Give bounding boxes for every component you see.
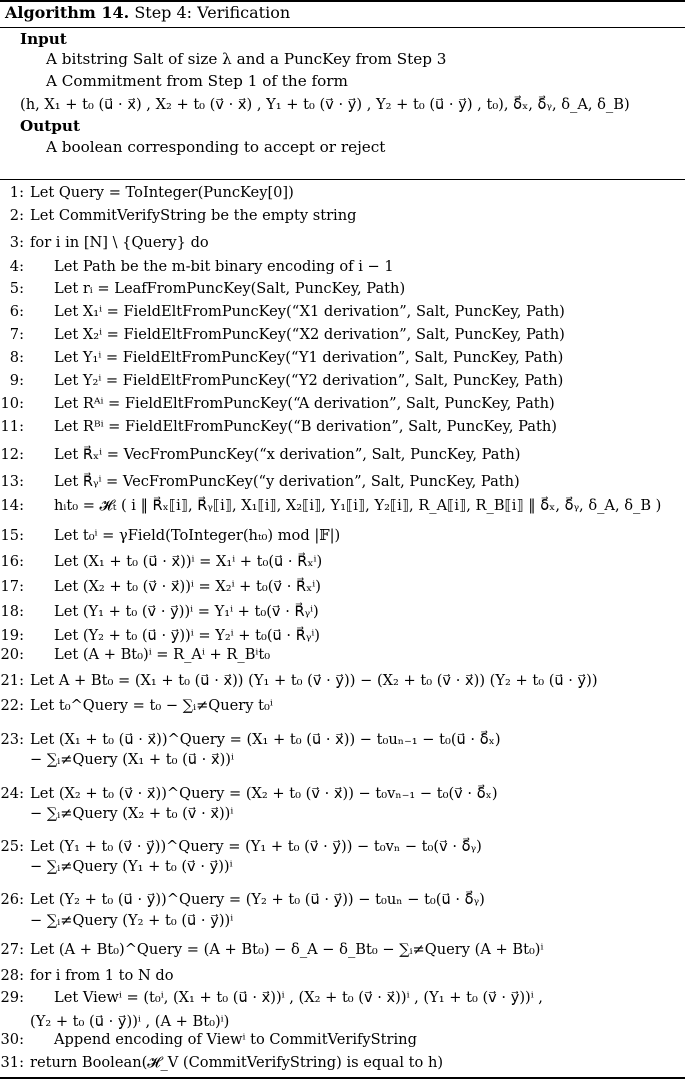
bottom-rule — [0, 1077, 685, 1079]
input-label: Input — [20, 30, 67, 48]
algorithm-step-5 — [0, 280, 405, 298]
algorithm-step-29b — [0, 1013, 229, 1031]
algorithm-step-29 — [0, 989, 543, 1007]
algorithm-step-22 — [0, 697, 273, 715]
step-number: 26: — [0, 891, 24, 908]
algorithm-step-24 — [0, 785, 498, 803]
step-text: Let (X₁ + t₀ (u⃗ · x⃗))^Query = (X₁ + t₀ (u⃗ · x⃗)) − t₀uₙ₋₁ − t₀(u⃗ · δ⃗ₓ) — [30, 731, 501, 748]
step-text: Let (Y₂ + t₀ (u⃗ · y⃗))ⁱ = Y₂ⁱ + t₀(u⃗ · R⃗ᵧⁱ) — [54, 627, 320, 644]
algorithm-step-17 — [0, 578, 321, 596]
step-text: Append encoding of Viewⁱ to CommitVerifyString — [54, 1031, 417, 1048]
algorithm-step-23 — [0, 731, 501, 749]
algorithm-step-1 — [0, 184, 294, 202]
algorithm-step-21 — [0, 672, 598, 690]
step-text: Let (A + Bt₀)^Query = (A + Bt₀) − δ_A − δ_Bt₀ − ∑ᵢ≠Query (A + Bt₀)ⁱ — [30, 941, 544, 958]
step-text: − ∑ᵢ≠Query (X₂ + t₀ (v⃗ · x⃗))ⁱ — [30, 805, 234, 822]
step-text: Let (X₁ + t₀ (u⃗ · x⃗))ⁱ = X₁ⁱ + t₀(u⃗ · R⃗ₓⁱ) — [54, 553, 323, 570]
step-number: 6: — [9, 303, 24, 320]
step-number: 8: — [9, 349, 24, 366]
algorithm-header — [5, 3, 290, 22]
algorithm-step-27 — [0, 941, 543, 959]
step-text: Let Y₁ⁱ = FieldEltFromPuncKey(“Y1 derivation”, Salt, PuncKey, Path) — [54, 349, 564, 366]
step-number: 2: — [9, 207, 24, 224]
algorithm-step-14 — [0, 497, 661, 515]
step-number: 14: — [0, 497, 24, 514]
step-text: Let (Y₂ + t₀ (u⃗ · y⃗))^Query = (Y₂ + t₀ (u⃗ · y⃗)) − t₀uₙ − t₀(u⃗ · δ⃗ᵧ) — [30, 891, 485, 908]
input-line-3: (h, X₁ + t₀ (u⃗ · x⃗) , X₂ + t₀ (v⃗ · x⃗) , Y₁ + t₀ (v⃗ · y⃗) , Y₂ + t₀ (u⃗ · y⃗) , t₀), δ⃗ₓ, δ⃗ᵧ, δ_A, δ_B) — [20, 96, 630, 113]
step-number: 21: — [0, 672, 24, 689]
step-text: − ∑ᵢ≠Query (X₁ + t₀ (u⃗ · x⃗))ⁱ — [30, 751, 234, 768]
step-number: 16: — [0, 553, 24, 570]
step-text: Let Viewⁱ = (t₀ⁱ, (X₁ + t₀ (u⃗ · x⃗))ⁱ , (X₂ + t₀ (v⃗ · x⃗))ⁱ , (Y₁ + t₀ (v⃗ · y⃗))ⁱ , — [54, 989, 543, 1006]
algorithm-step-25 — [0, 838, 482, 856]
step-number: 28: — [0, 967, 24, 984]
algorithm-step-23b — [0, 751, 234, 769]
step-number: 20: — [0, 646, 24, 663]
step-text: Let Path be the m-bit binary encoding of i − 1 — [54, 258, 394, 275]
step-number: 7: — [9, 326, 24, 343]
step-text: (Y₂ + t₀ (u⃗ · y⃗))ⁱ , (A + Bt₀)ⁱ) — [30, 1013, 230, 1030]
step-text: for i from 1 to N do — [30, 967, 174, 984]
output-label: Output — [20, 117, 80, 135]
header-rule — [0, 27, 685, 28]
step-text: Let (Y₁ + t₀ (v⃗ · y⃗))^Query = (Y₁ + t₀ (v⃗ · y⃗)) − t₀vₙ − t₀(v⃗ · δ⃗ᵧ) — [30, 838, 482, 855]
algorithm-step-9 — [0, 372, 563, 390]
step-number: 4: — [9, 258, 24, 275]
algorithm-step-10 — [0, 395, 555, 413]
step-number: 3: — [9, 234, 24, 251]
output-line: A boolean corresponding to accept or reject — [46, 138, 386, 156]
step-number: 13: — [0, 473, 24, 490]
step-text: Let A + Bt₀ = (X₁ + t₀ (u⃗ · x⃗)) (Y₁ + t₀ (v⃗ · y⃗)) − (X₂ + t₀ (v⃗ · x⃗)) (Y₂ + t₀ (u⃗ · y⃗)) — [30, 672, 598, 689]
step-text: Let X₁ⁱ = FieldEltFromPuncKey(“X1 derivation”, Salt, PuncKey, Path) — [54, 303, 565, 320]
step-text: − ∑ᵢ≠Query (Y₁ + t₀ (v⃗ · y⃗))ⁱ — [30, 858, 233, 875]
algorithm-step-26b — [0, 912, 233, 930]
algorithm-step-25b — [0, 858, 233, 876]
step-text: Let t₀^Query = t₀ − ∑ᵢ≠Query t₀ⁱ — [30, 697, 273, 714]
step-text: Let Y₂ⁱ = FieldEltFromPuncKey(“Y2 derivation”, Salt, PuncKey, Path) — [54, 372, 564, 389]
top-rule — [0, 0, 685, 2]
step-number: 23: — [0, 731, 24, 748]
step-number: 11: — [0, 418, 24, 435]
step-number: 17: — [0, 578, 24, 595]
step-text: Let R⃗ᵧⁱ = VecFromPuncKey(“y derivation”, Salt, PuncKey, Path) — [54, 473, 520, 490]
algorithm-step-16 — [0, 553, 322, 571]
step-number: 15: — [0, 527, 24, 544]
step-text: Let (X₂ + t₀ (v⃗ · x⃗))^Query = (X₂ + t₀ (v⃗ · x⃗)) − t₀vₙ₋₁ − t₀(v⃗ · δ⃗ₓ) — [30, 785, 498, 802]
step-number: 31: — [0, 1054, 24, 1071]
step-number: 29: — [0, 989, 24, 1006]
step-number: 5: — [9, 280, 24, 297]
step-number: 22: — [0, 697, 24, 714]
algorithm-step-11 — [0, 418, 557, 436]
step-text: hᵢt₀ = 𝓗ₜ ( i ‖ R⃗ₓ⟦i⟧, R⃗ᵧ⟦i⟧, X₁⟦i⟧, X₂⟦i⟧, Y₁⟦i⟧, Y₂⟦i⟧, R_A⟦i⟧, R_B⟦i⟧ ‖ δ⃗ₓ, δ⃗ᵧ, δ_A, δ_B ) — [54, 497, 662, 514]
step-text: Let rᵢ = LeafFromPuncKey(Salt, PuncKey, Path) — [54, 280, 406, 297]
step-text: Let Rᴮⁱ = FieldEltFromPuncKey(“B derivation”, Salt, PuncKey, Path) — [54, 418, 557, 435]
algorithm-step-31 — [0, 1054, 443, 1072]
step-text: for i in [N] \ {Query} do — [30, 234, 209, 251]
algorithm-step-4 — [0, 258, 394, 276]
step-number: 30: — [0, 1031, 24, 1048]
step-text: Let X₂ⁱ = FieldEltFromPuncKey(“X2 derivation”, Salt, PuncKey, Path) — [54, 326, 565, 343]
step-text: Let (Y₁ + t₀ (v⃗ · y⃗))ⁱ = Y₁ⁱ + t₀(v⃗ · R⃗ᵧⁱ) — [54, 603, 319, 620]
algorithm-step-6 — [0, 303, 565, 321]
step-number: 10: — [0, 395, 24, 412]
algorithm-step-3 — [0, 234, 209, 252]
algorithm-step-13 — [0, 473, 520, 491]
algorithm-step-8 — [0, 349, 563, 367]
step-text: − ∑ᵢ≠Query (Y₂ + t₀ (u⃗ · y⃗))ⁱ — [30, 912, 234, 929]
algorithm-step-26 — [0, 891, 485, 909]
step-number: 24: — [0, 785, 24, 802]
input-line-1: A bitstring Salt of size λ and a PuncKey from Step 3 — [46, 50, 447, 68]
algorithm-title: Step 4: Verification — [134, 3, 291, 22]
step-text: Let R⃗ₓⁱ = VecFromPuncKey(“x derivation”, Salt, PuncKey, Path) — [54, 446, 521, 463]
algorithm-step-28 — [0, 967, 174, 985]
step-number: 18: — [0, 603, 24, 620]
algorithm-step-24b — [0, 805, 233, 823]
step-text: Let (A + Bt₀)ⁱ = R_Aⁱ + R_Bⁱt₀ — [54, 646, 271, 663]
step-text: Let CommitVerifyString be the empty string — [30, 207, 357, 224]
step-number: 19: — [0, 627, 24, 644]
algorithm-step-7 — [0, 326, 565, 344]
algorithm-step-30 — [0, 1031, 417, 1049]
step-text: Let Query = ToInteger(PuncKey[0]) — [30, 184, 294, 201]
step-text: Let t₀ⁱ = γField(ToInteger(hₜ₀) mod |𝔽|) — [54, 527, 341, 544]
io-rule — [0, 179, 685, 180]
step-number: 25: — [0, 838, 24, 855]
step-number: 9: — [9, 372, 24, 389]
algorithm-label: Algorithm 14. — [5, 3, 130, 22]
step-text: Let Rᴬⁱ = FieldEltFromPuncKey(“A derivation”, Salt, PuncKey, Path) — [54, 395, 555, 412]
step-text: Let (X₂ + t₀ (v⃗ · x⃗))ⁱ = X₂ⁱ + t₀(v⃗ · R⃗ₓⁱ) — [54, 578, 321, 595]
step-number: 1: — [9, 184, 24, 201]
algorithm-step-15 — [0, 527, 340, 545]
algorithm-step-2 — [0, 207, 356, 225]
step-text: return Boolean(𝓗_V (CommitVerifyString) is equal to h) — [30, 1054, 444, 1071]
step-number: 27: — [0, 941, 24, 958]
algorithm-step-19 — [0, 627, 320, 645]
algorithm-step-20 — [0, 646, 270, 664]
input-line-2: A Commitment from Step 1 of the form — [46, 72, 348, 90]
step-number: 12: — [0, 446, 24, 463]
algorithm-step-12 — [0, 446, 520, 464]
algorithm-step-18 — [0, 603, 319, 621]
